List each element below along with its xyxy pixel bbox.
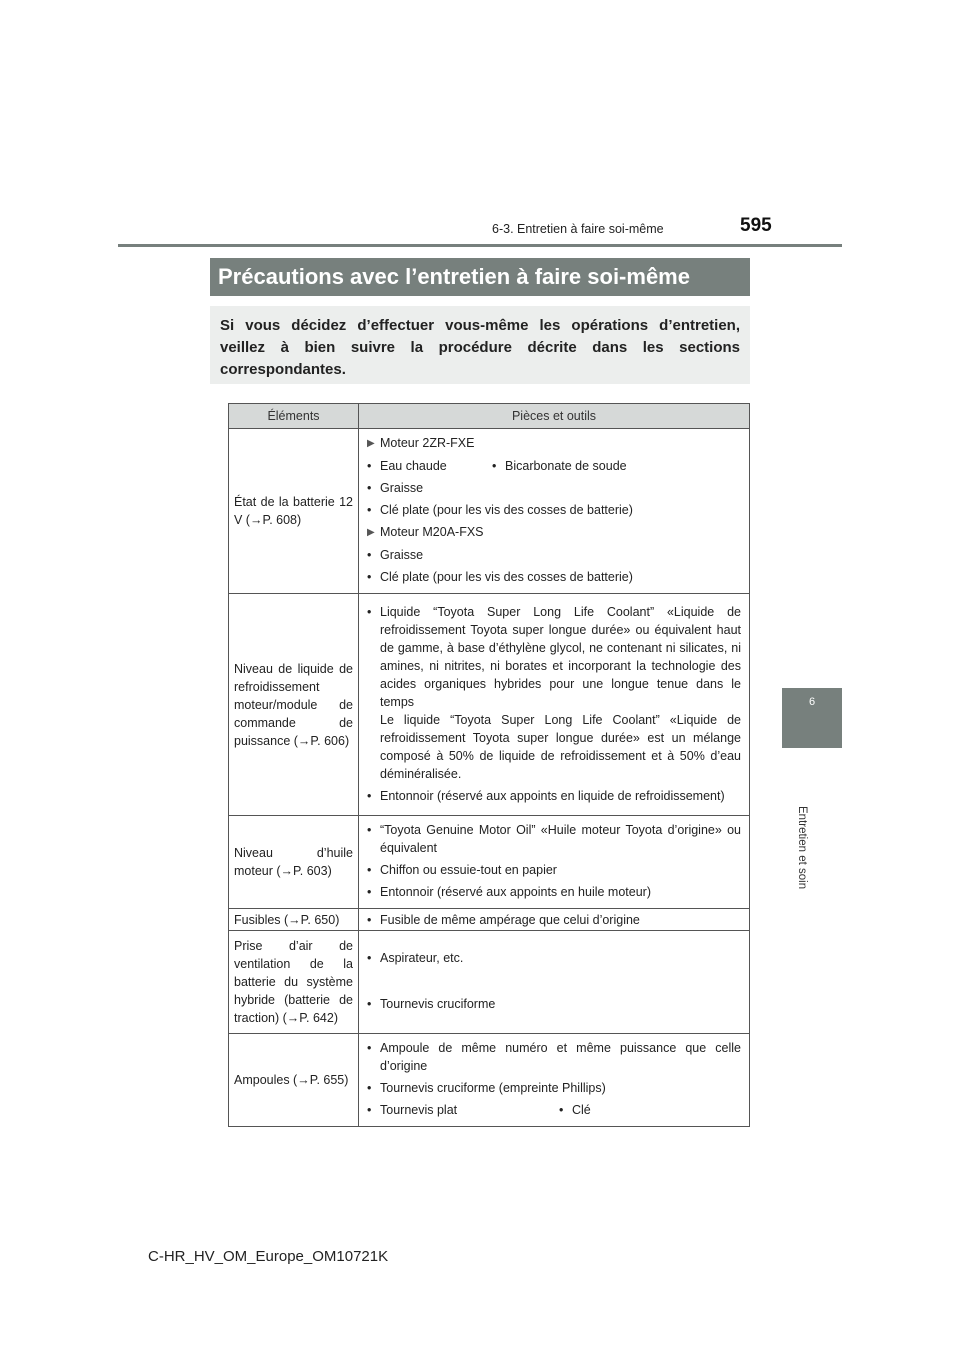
table-row <box>229 429 750 594</box>
list-item: • Chiffon ou essuie-tout en papier <box>367 863 557 877</box>
tools-cell <box>359 931 750 1034</box>
table-header-row <box>229 404 750 429</box>
element-cell: État de la batterie 12 V (→P. 608) <box>229 429 359 594</box>
page-title: Précautions avec l’entretien à faire soi-même <box>210 258 750 296</box>
sub-heading-text: Moteur 2ZR-FXE <box>380 436 475 450</box>
list-item: • Entonnoir (réservé aux appoints en huile moteur) <box>367 885 651 899</box>
tools-cell <box>359 816 750 909</box>
table-row <box>229 909 750 931</box>
list-item-pair: • Tournevis plat • Clé <box>367 1103 591 1117</box>
list-item: • Aspirateur, etc. <box>367 951 464 965</box>
triangle-bullet-icon: ▶ <box>367 438 375 449</box>
list-item: • Tournevis cruciforme <box>367 997 496 1011</box>
list-item: • “Toyota Genuine Motor Oil” «Huile moteur Toyota d’origine» ou équivalent <box>367 823 741 855</box>
triangle-bullet-icon: ▶ <box>367 527 375 538</box>
list-item: • Entonnoir (réservé aux appoints en liquide de refroidissement) <box>367 788 725 803</box>
header-section-title: 6-3. Entretien à faire soi-même <box>492 222 664 236</box>
header-rule <box>118 244 842 247</box>
tools-cell <box>359 909 750 931</box>
list-item: Clé <box>572 1103 591 1117</box>
tools-cell <box>359 1034 750 1127</box>
list-item: • Fusible de même ampérage que celui d’origine <box>367 912 640 927</box>
sub-heading <box>367 523 741 542</box>
element-cell: Niveau de liquide de refroidissement moteur/module de commande de puissance (→P. 606) <box>229 594 359 816</box>
list-item-pair: • Eau chaude • Bicarbonate de soude <box>367 459 627 473</box>
intro-box: Si vous décidez d’effectuer vous-même les opérations d’entretien, veillez à bien suivre la procédure décrite dans les sections correspondantes. <box>210 306 750 384</box>
list-item: • Graisse <box>367 481 424 495</box>
list-item: Tournevis plat <box>380 1103 458 1117</box>
list-item: • Clé plate (pour les vis des cosses de batterie) <box>367 570 633 584</box>
tools-cell <box>359 594 750 816</box>
table-row <box>229 594 750 816</box>
chapter-label: Entretien et soin <box>796 806 808 890</box>
list-item: Eau chaude <box>380 459 447 473</box>
col-header-tools: Pièces et outils <box>359 404 750 429</box>
table-row <box>229 816 750 909</box>
col-header-elements: Éléments <box>229 404 359 429</box>
list-item: • Clé plate (pour les vis des cosses de batterie) <box>367 503 633 517</box>
table-row <box>229 931 750 1034</box>
table-row <box>229 1034 750 1127</box>
chapter-tab <box>782 688 842 748</box>
document-code: C-HR_HV_OM_Europe_OM10721K <box>148 1248 389 1265</box>
element-cell: Niveau d’huile moteur (→P. 603) <box>229 816 359 909</box>
element-cell: Ampoules (→P. 655) <box>229 1034 359 1127</box>
list-item: • Liquide “Toyota Super Long Life Coolant” «Liquide de refroidissement Toyota super longue durée» ou équivalent haut de gamme, à base d’éthylène glycol, ne contenant ni silicates, ni amines, ni nitrites, ni borates et incorporant la technologie des acides organiques hybrides pour une longue tenue dans le temps Le liquide “Toyota Super Long Life Coolant” «Liquide de refroidissement Toyota super longue durée» est un mélange composé à 50% de liquide de refroidissement et à 50% d’eau déminéralisée. <box>367 604 741 781</box>
sub-heading-text: Moteur M20A-FXS <box>380 525 484 539</box>
element-cell: Prise d’air de ventilation de la batterie du système hybride (batterie de traction) (→P. 642) <box>229 931 359 1034</box>
page-number: 595 <box>740 215 772 236</box>
list-item: • Ampoule de même numéro et même puissance que celle d’origine <box>367 1041 741 1073</box>
list-item: • Graisse <box>367 548 424 562</box>
element-cell: Fusibles (→P. 650) <box>229 909 359 931</box>
sub-heading <box>367 434 741 453</box>
tools-table <box>228 403 750 1127</box>
chapter-number: 6 <box>808 696 816 708</box>
list-item: • Tournevis cruciforme (empreinte Phillips) <box>367 1081 606 1095</box>
list-item: Bicarbonate de soude <box>505 459 627 473</box>
tools-cell <box>359 429 750 594</box>
